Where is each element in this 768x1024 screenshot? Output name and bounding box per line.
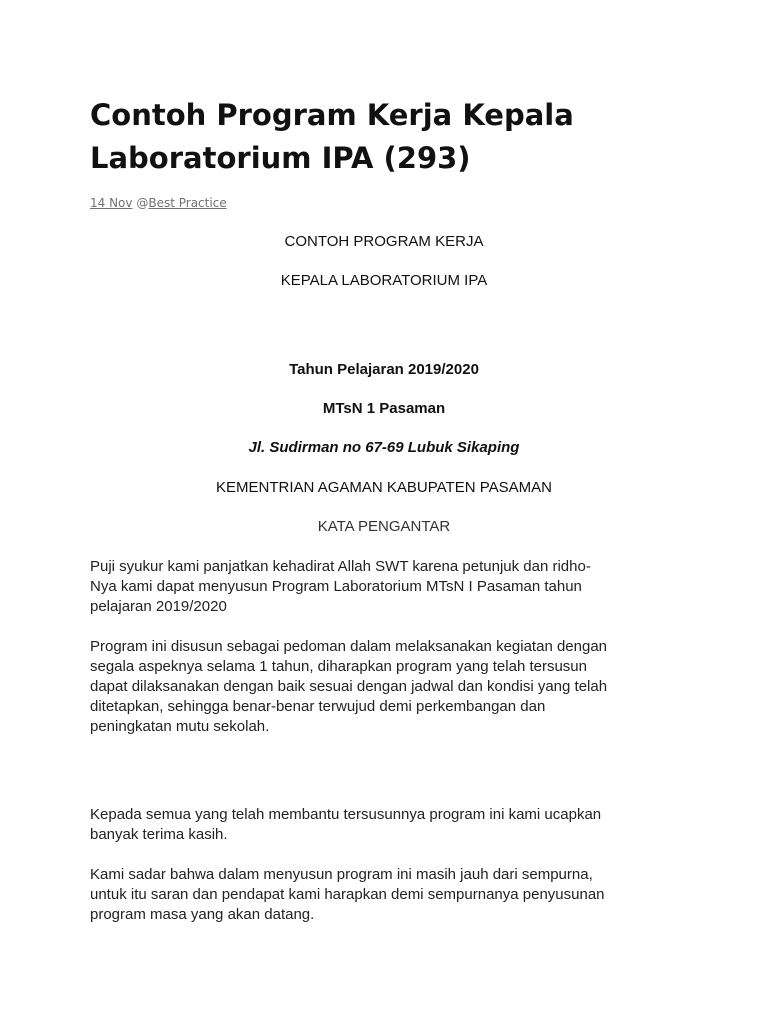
- paragraph-1-line: Nya kami dapat menyusun Program Laboratorium MTsN I Pasaman tahun: [90, 578, 582, 595]
- at-sign: @: [136, 196, 149, 210]
- doc-address: Jl. Sudirman no 67-69 Lubuk Sikaping: [248, 439, 520, 456]
- doc-school: MTsN 1 Pasaman: [322, 400, 446, 417]
- paragraph-4-line: untuk itu saran dan pendapat kami harapkan demi sempurnanya penyusunan: [90, 886, 605, 903]
- paragraph-1-line: pelajaran 2019/2020: [90, 598, 227, 615]
- doc-ministry: KEMENTRIAN AGAMAN KABUPATEN PASAMAN: [216, 479, 552, 496]
- paragraph-2-line: ditetapkan, sehingga benar-benar terwujud demi perkembangan dan: [90, 698, 546, 715]
- paragraph-2-line: Program ini disusun sebagai pedoman dalam melaksanakan kegiatan dengan: [90, 638, 608, 655]
- paragraph-2-line: segala aspeknya selama 1 tahun, diharapkan program yang telah tersusun: [90, 658, 587, 675]
- article-title-line-2: Laboratorium IPA (293): [90, 141, 471, 175]
- doc-heading-2: KEPALA LABORATORIUM IPA: [280, 272, 488, 289]
- doc-heading-1: CONTOH PROGRAM KERJA: [284, 233, 484, 250]
- preface-heading: KATA PENGANTAR: [317, 518, 451, 535]
- doc-year: Tahun Pelajaran 2019/2020: [289, 361, 479, 378]
- paragraph-2-line: peningkatan mutu sekolah.: [90, 718, 270, 735]
- paragraph-3-line: banyak terima kasih.: [90, 826, 228, 843]
- paragraph-3-line: Kepada semua yang telah membantu tersusunnya program ini kami ucapkan: [90, 806, 602, 823]
- paragraph-4-line: program masa yang akan datang.: [90, 906, 315, 923]
- article-title-line-1: Contoh Program Kerja Kepala: [90, 98, 574, 132]
- category-link[interactable]: Best Practice: [148, 196, 227, 210]
- paragraph-4-line: Kami sadar bahwa dalam menyusun program ini masih jauh dari sempurna,: [90, 866, 593, 883]
- paragraph-1-line: Puji syukur kami panjatkan kehadirat Allah SWT karena petunjuk dan ridho-: [90, 558, 591, 575]
- article-meta: [90, 194, 227, 212]
- date-link[interactable]: 14 Nov: [90, 196, 133, 210]
- paragraph-2-line: dapat dilaksanakan dengan baik sesuai dengan jadwal dan kondisi yang telah: [90, 678, 608, 695]
